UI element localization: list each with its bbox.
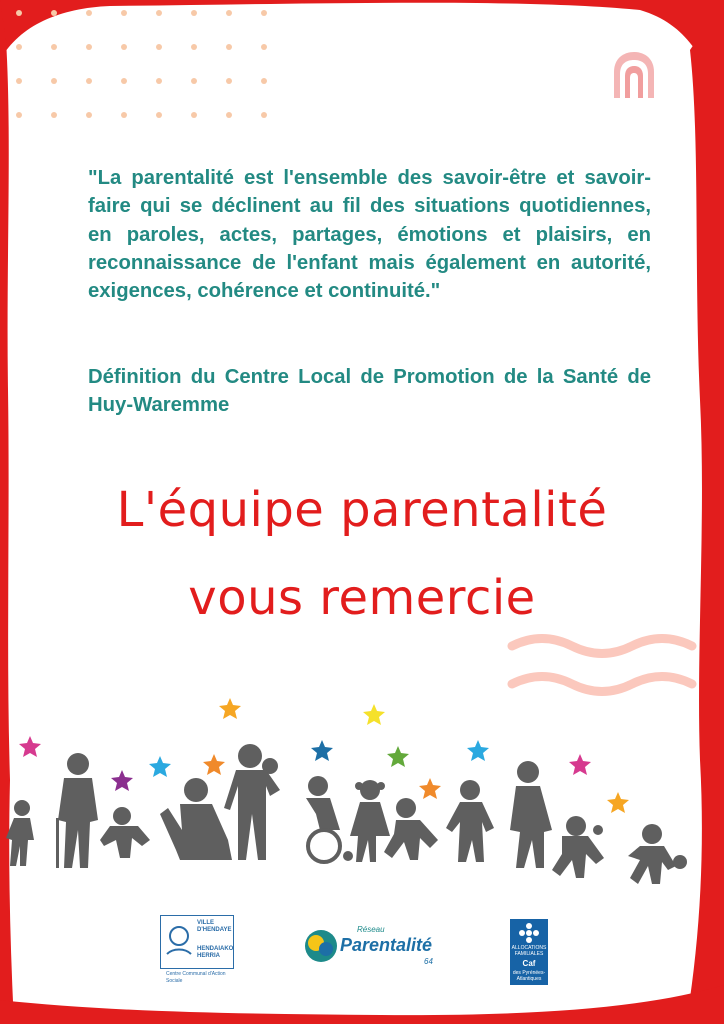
dot-decoration bbox=[86, 10, 92, 16]
star-icon bbox=[203, 754, 225, 775]
toddler-silhouette bbox=[6, 800, 34, 866]
hands-logo-icon bbox=[304, 929, 338, 963]
reseau-label: Réseau bbox=[357, 925, 385, 934]
girl-silhouette bbox=[350, 780, 390, 862]
dot-decoration bbox=[16, 10, 22, 16]
dot-decoration bbox=[51, 112, 57, 118]
star-icon bbox=[467, 740, 489, 761]
dot-decoration bbox=[121, 112, 127, 118]
adult-holding-child-silhouette bbox=[224, 744, 280, 860]
walking-child-silhouette bbox=[446, 780, 494, 862]
hendaye-subtitle: Centre Communal d'Action Sociale bbox=[166, 971, 226, 984]
dot-decoration bbox=[121, 44, 127, 50]
dot-decoration bbox=[156, 112, 162, 118]
department-number: 64 bbox=[424, 957, 433, 966]
star-icon bbox=[363, 704, 385, 725]
wheelchair-child-silhouette bbox=[306, 776, 353, 862]
title-line-2: vous remercie bbox=[188, 570, 536, 626]
dot-decoration bbox=[16, 44, 22, 50]
star-icon bbox=[19, 736, 41, 757]
title-line-1: L'équipe parentalité bbox=[116, 482, 608, 538]
star-icon bbox=[419, 778, 441, 799]
dot-decoration bbox=[51, 78, 57, 84]
caf-flower-icon bbox=[518, 923, 540, 943]
dot-decoration bbox=[156, 10, 162, 16]
caf-acronym: Caf bbox=[522, 959, 536, 968]
dot-decoration bbox=[121, 78, 127, 84]
rainbow-icon bbox=[614, 52, 654, 98]
logo-reseau-parentalite bbox=[302, 923, 442, 973]
quote-source: Définition du Centre Local de Promotion de la Santé de Huy-Waremme bbox=[88, 366, 651, 417]
partner-logos bbox=[0, 905, 724, 995]
adult-walking-silhouette bbox=[510, 761, 552, 868]
hendaye-name: VILLE D'HENDAYE bbox=[197, 920, 232, 933]
logo-ville-hendaye bbox=[160, 915, 238, 985]
star-icon bbox=[607, 792, 629, 813]
dot-decoration bbox=[86, 78, 92, 84]
dot-decoration bbox=[86, 112, 92, 118]
dot-decoration bbox=[261, 112, 267, 118]
hendaye-basque-name: HENDAIAKO HERRIA bbox=[197, 946, 234, 959]
dot-pattern-decoration bbox=[16, 10, 276, 120]
star-icon bbox=[387, 746, 409, 767]
star-icon bbox=[149, 756, 171, 777]
parentality-quote: "La parentalité est l'ensemble des savoir-être et savoir-faire qui se déclinent au fil des situations quotidiennes, en paroles, actes, partages, émotions et plaisirs, en reconnaissance de l'enfant mais également en autorité, exigences, cohérence et continuité." bbox=[88, 167, 651, 303]
child-with-flower-silhouette bbox=[552, 816, 604, 878]
dot-decoration bbox=[86, 44, 92, 50]
star-icon bbox=[569, 754, 591, 775]
dot-decoration bbox=[156, 44, 162, 50]
playing-child-silhouette bbox=[384, 798, 438, 860]
dot-decoration bbox=[16, 78, 22, 84]
dot-decoration bbox=[226, 112, 232, 118]
dot-decoration bbox=[191, 78, 197, 84]
dot-decoration bbox=[51, 10, 57, 16]
logo-caf bbox=[510, 919, 548, 985]
dot-decoration bbox=[226, 78, 232, 84]
dot-decoration bbox=[191, 10, 197, 16]
caf-allocations: ALLOCATIONS FAMILIALES bbox=[511, 945, 547, 957]
star-icon bbox=[311, 740, 333, 761]
dot-decoration bbox=[261, 44, 267, 50]
star-icon bbox=[219, 698, 241, 719]
dot-decoration bbox=[226, 44, 232, 50]
baby-silhouette bbox=[100, 807, 150, 858]
dot-decoration bbox=[16, 112, 22, 118]
parentalite-label: Parentalité bbox=[340, 935, 433, 955]
dot-decoration bbox=[261, 78, 267, 84]
hendaye-crest-icon bbox=[160, 915, 234, 969]
child-with-teddy-silhouette bbox=[628, 824, 687, 884]
dot-decoration bbox=[156, 78, 162, 84]
kneeling-adult-silhouette bbox=[160, 778, 232, 860]
dot-decoration bbox=[261, 10, 267, 16]
dot-decoration bbox=[191, 44, 197, 50]
dot-decoration bbox=[121, 10, 127, 16]
star-icon bbox=[111, 770, 133, 791]
dot-decoration bbox=[226, 10, 232, 16]
dot-decoration bbox=[191, 112, 197, 118]
dot-decoration bbox=[51, 44, 57, 50]
adult-with-cane-silhouette bbox=[56, 753, 98, 868]
caf-department: des Pyrénées-Atlantiques bbox=[512, 970, 546, 982]
children-silhouettes-illustration bbox=[0, 690, 724, 900]
